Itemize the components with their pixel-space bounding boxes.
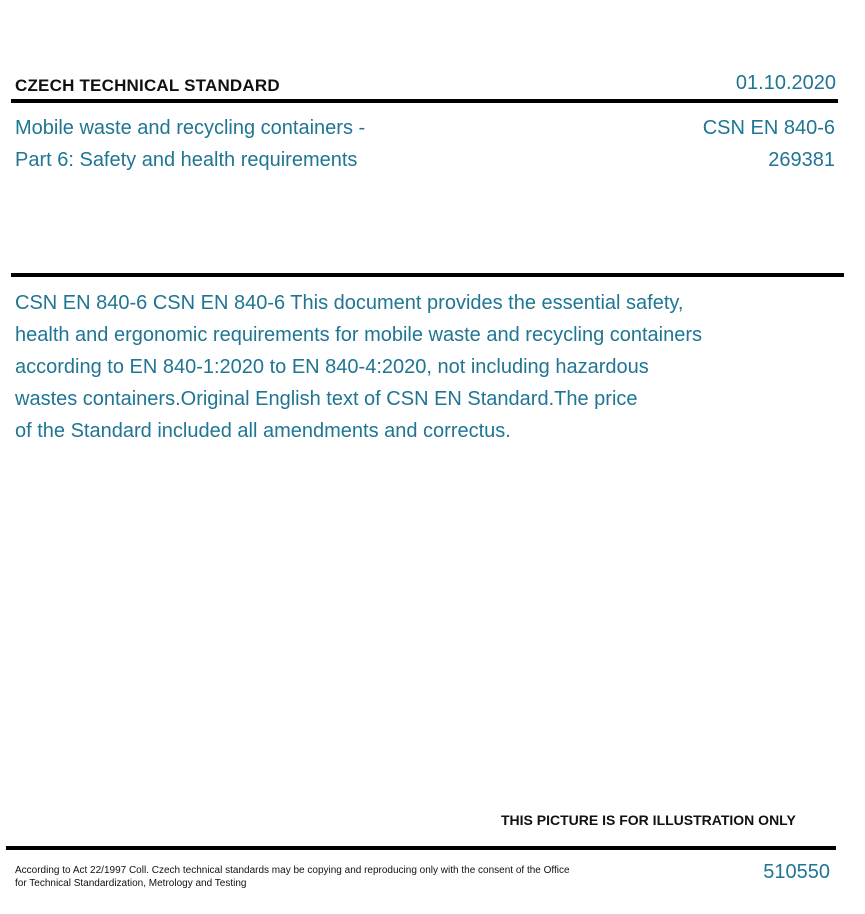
illustration-disclaimer: THIS PICTURE IS FOR ILLUSTRATION ONLY xyxy=(501,812,796,828)
document-type-label: CZECH TECHNICAL STANDARD xyxy=(15,76,280,95)
description-line: CSN EN 840-6 CSN EN 840-6 This document provides the essential safety, xyxy=(15,292,684,314)
description-line: of the Standard included all amendments and correctus. xyxy=(15,420,511,442)
legal-notice-line-2: for Technical Standardization, Metrology and Testing xyxy=(15,878,247,889)
standard-description xyxy=(15,287,775,447)
description-line: health and ergonomic requirements for mobile waste and recycling containers xyxy=(15,324,703,346)
footer-divider xyxy=(6,846,836,850)
section-divider xyxy=(11,273,844,277)
description-line: wastes containers.Original English text of CSN EN Standard.The price xyxy=(15,388,638,410)
publication-date: 01.10.2020 xyxy=(735,72,836,94)
legal-notice-line-1: According to Act 22/1997 Coll. Czech technical standards may be copying and reproducing only with the consent of the Office xyxy=(15,865,570,876)
standard-code: CSN EN 840-6 xyxy=(702,117,835,139)
description-line: according to EN 840-1:2020 to EN 840-4:2020, not including hazardous xyxy=(15,356,649,378)
standard-title-line-2: Part 6: Safety and health requirements xyxy=(15,149,358,171)
legal-notice xyxy=(15,864,570,890)
standard-title-line-1: Mobile waste and recycling containers - xyxy=(15,117,366,139)
standard-number: 269381 xyxy=(768,149,835,171)
header-divider xyxy=(11,99,838,103)
catalog-number: 510550 xyxy=(763,861,830,883)
